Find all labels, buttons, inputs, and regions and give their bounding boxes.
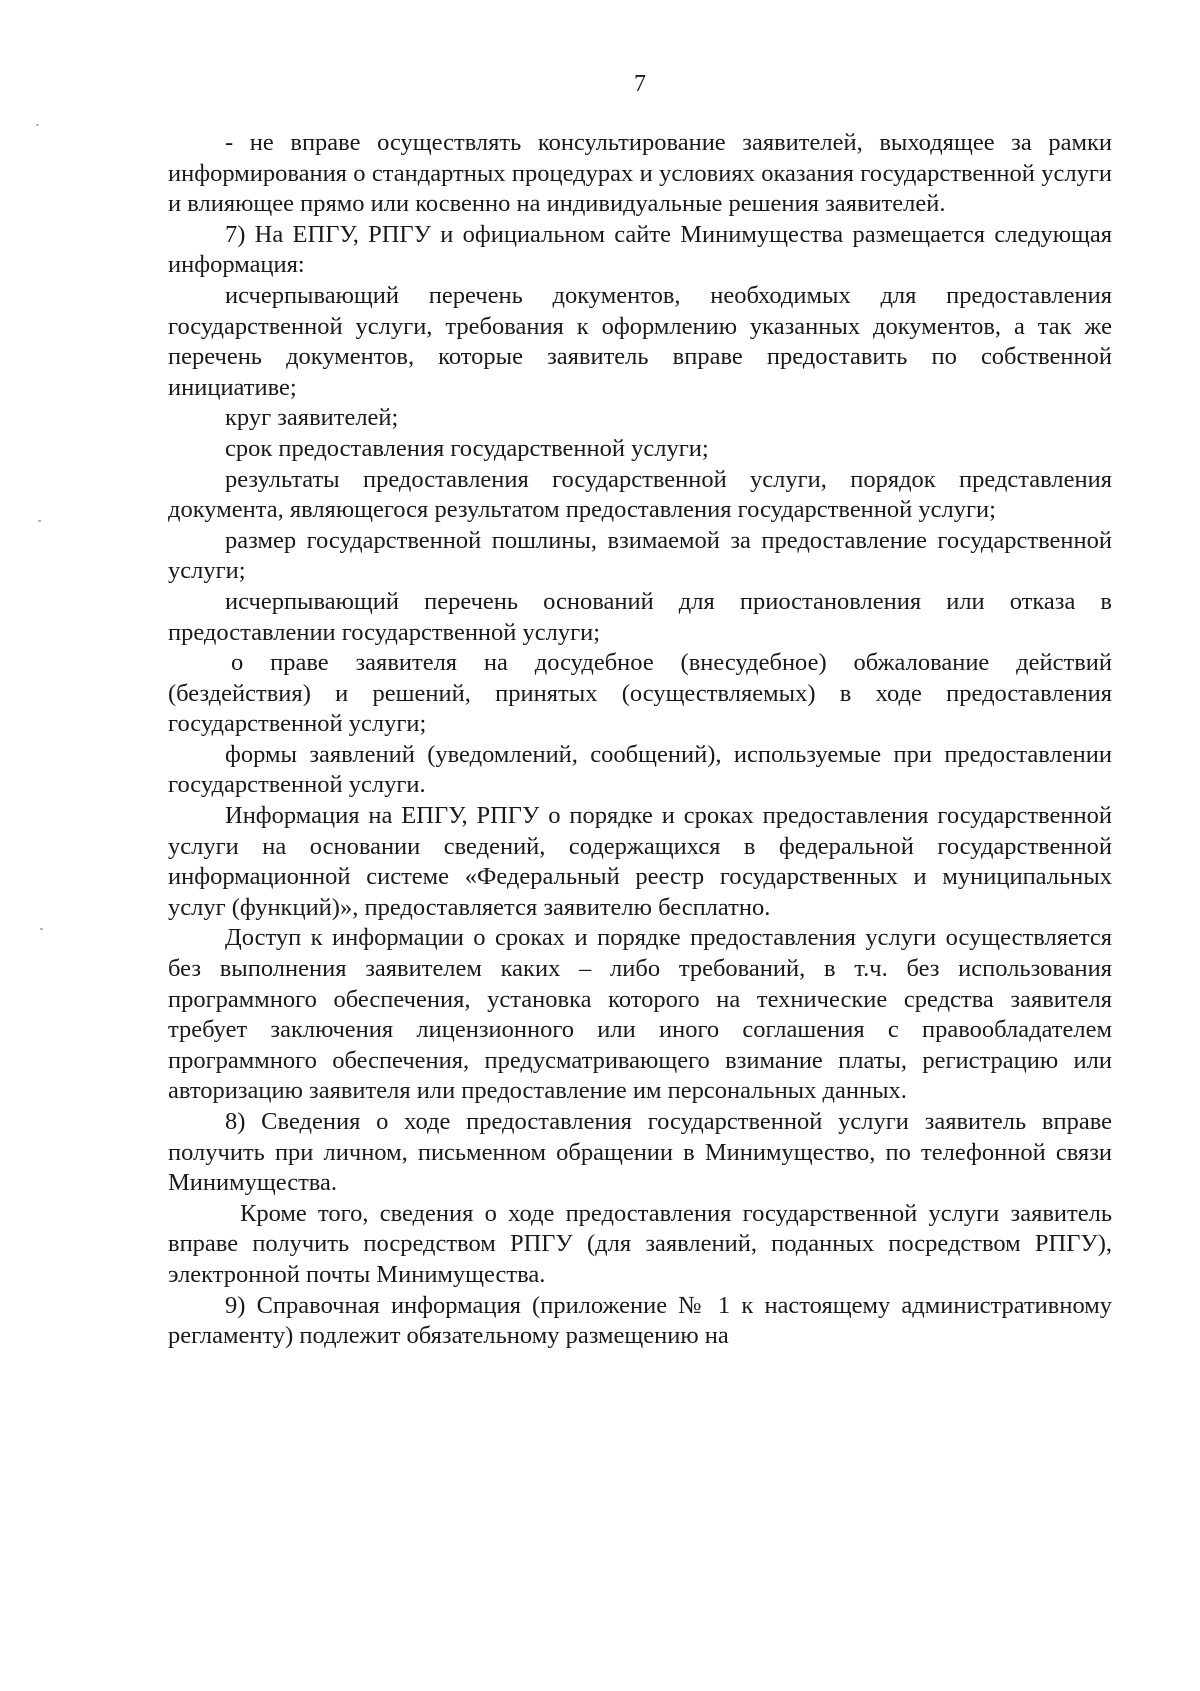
document-body — [168, 128, 1112, 1352]
paragraph-item-7: 7) На ЕПГУ, РПГУ и официальном сайте Минимущества размещается следующая информация: — [168, 220, 1112, 279]
paragraph-documents-list: исчерпывающий перечень документов, необходимых для предоставления государственной услуги, требования к оформлению указанных документов, а так же перечень документов, которые заявитель вправе предоставить по собственной инициативе; — [168, 281, 1112, 401]
paragraph-applicants: круг заявителей; — [225, 404, 399, 432]
paragraph-results: результаты предоставления государственной услуги, порядок представления документа, являющегося результатом предоставления государственной услуги; — [168, 465, 1112, 524]
paragraph-appeal-right: о праве заявителя на досудебное (внесудебное) обжалование действий (бездействия) и решений, принятых (осуществляемых) в ходе предоставления государственной услуги; — [168, 649, 1112, 738]
paragraph-item-8: 8) Сведения о ходе предоставления государственной услуги заявитель вправе получить при личном, письменном обращении в Минимущество, по телефонной связи Минимущества. — [168, 1108, 1112, 1197]
scan-artifact — [38, 520, 41, 522]
page-number: 7 — [634, 71, 646, 97]
paragraph-additionally: Кроме того, сведения о ходе предоставления государственной услуги заявитель вправе получить посредством РПГУ (для заявлений, поданных посредством РПГУ), электронной почты Минимущества. — [168, 1199, 1112, 1288]
paragraph-forms: формы заявлений (уведомлений, сообщений), используемые при предоставлении государственной услуги. — [168, 740, 1112, 799]
paragraph-grounds: исчерпывающий перечень оснований для приостановления или отказа в предоставлении государственной услуги; — [168, 587, 1112, 646]
scan-artifact — [36, 124, 39, 126]
paragraph-free-info: Информация на ЕПГУ, РПГУ о порядке и сроках предоставления государственной услуги на основании сведений, содержащихся в федеральной государственной информационной системе «Федеральный реестр государственных и муниципальных услуг (функций)», предоставляется заявителю бесплатно. — [168, 802, 1112, 921]
paragraph-item-9: 9) Справочная информация (приложение № 1 к настоящему административному регламенту) подлежит обязательному размещению на — [168, 1291, 1112, 1350]
paragraph-duty: размер государственной пошлины, взимаемой за предоставление государственной услуги; — [168, 526, 1112, 585]
paragraph-access: Доступ к информации о сроках и порядке предоставления услуги осуществляется без выполнения заявителем каких – либо требований, в т.ч. без использования программного обеспечения, установка которого на технические средства заявителя требует заключения лицензионного или иного соглашения с правообладателем программного обеспечения, предусматривающего взимание платы, регистрацию или авторизацию заявителя или предоставление им персональных данных. — [168, 924, 1112, 1105]
scan-artifact — [40, 928, 43, 930]
paragraph-term: срок предоставления государственной услуги; — [225, 434, 709, 462]
paragraph-consulting-restriction: - не вправе осуществлять консультирование заявителей, выходящее за рамки информирования о стандартных процедурах и условиях оказания государственной услуги и влияющее прямо или косвенно на индивидуальные решения заявителей. — [168, 129, 1112, 218]
